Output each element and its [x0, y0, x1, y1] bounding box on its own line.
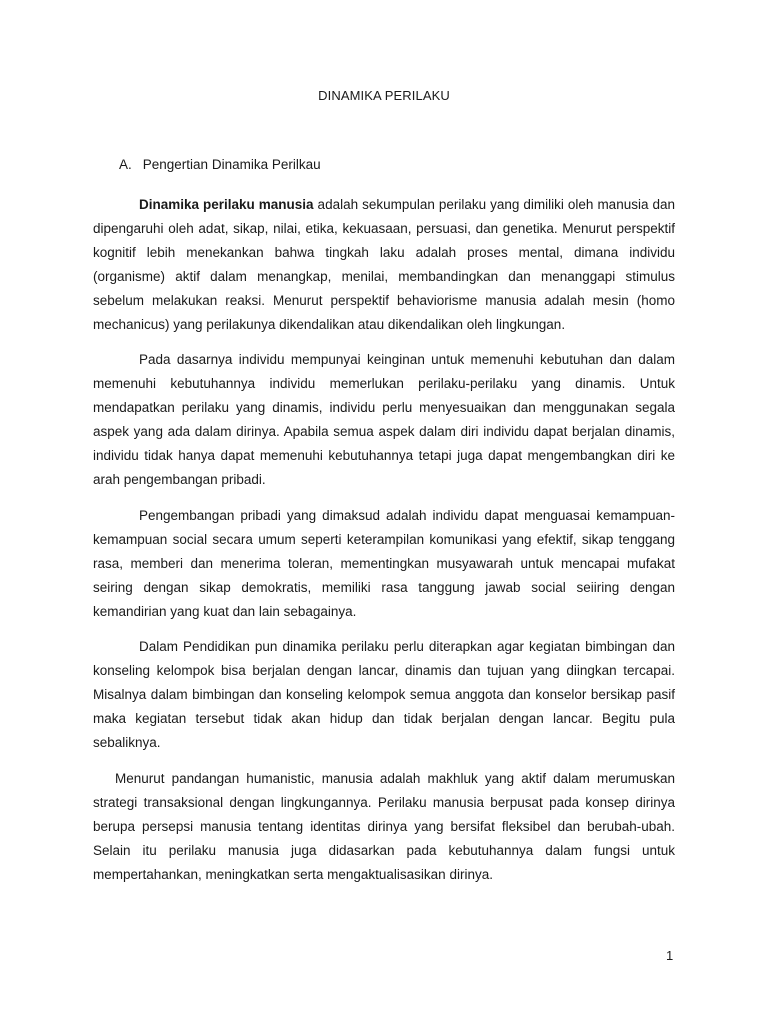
- paragraph-1: [93, 193, 675, 337]
- section-heading: [119, 157, 321, 172]
- paragraph-4: Dalam Pendidikan pun dinamika perilaku perlu diterapkan agar kegiatan bimbingan dan konseling kelompok bisa berjalan dengan lancar, dinamis dan tujuan yang diingkan tercapai. Misalnya dalam bimbingan dan konseling kelompok semua anggota dan konselor bersikap pasif maka kegiatan tersebut tidak akan hidup dan tidak berjalan dengan lancar. Begitu pula sebaliknya.: [93, 639, 675, 750]
- section-heading-text: Pengertian Dinamika Perilkau: [142, 157, 321, 172]
- section-number: A.: [119, 157, 132, 172]
- paragraph-1-text: adalah sekumpulan perilaku yang dimiliki oleh manusia dan dipengaruhi oleh adat, sikap, nilai, etika, kekuasaan, persuasi, dan genetika. Menurut perspektif kognitif lebih menekankan bahwa tingkah laku adalah proses mental, dimana individu (organisme) aktif dalam menangkap, menilai, membandingkan dan menanggapi stimulus sebelum melakukan reaksi. Menurut perspektif behaviorisme manusia adalah mesin (homo mechanicus) yang perilakunya dikendalikan atau dikendalikan oleh lingkungan.: [93, 197, 675, 332]
- paragraph-3: Pengembangan pribadi yang dimaksud adalah individu dapat menguasai kemampuan-kemampuan social secara umum seperti keterampilan komunikasi yang efektif, sikap tenggang rasa, memberi dan menerima toleran, mementingkan musyawarah untuk mencapai mufakat seiring dengan sikap demokratis, memiliki rasa tanggung jawab social seiiring dengan kemandirian yang kuat dan lain sebagainya.: [93, 508, 675, 619]
- page-number: 1: [666, 948, 674, 963]
- document-title: DINAMIKA PERILAKU: [318, 88, 450, 103]
- paragraph-5: Menurut pandangan humanistic, manusia adalah makhluk yang aktif dalam merumuskan strategi transaksional dengan lingkungannya. Perilaku manusia berpusat pada konsep dirinya berupa persepsi manusia tentang identitas dirinya yang bersifat fleksibel dan berubah-ubah. Selain itu perilaku manusia juga didasarkan pada kebutuhannya dalam fungsi untuk mempertahankan, meningkatkan serta mengaktualisasikan dirinya.: [93, 771, 675, 882]
- paragraph-2: Pada dasarnya individu mempunyai keinginan untuk memenuhi kebutuhan dan dalam memenuhi kebutuhannya individu memerlukan perilaku-perilaku yang dinamis. Untuk mendapatkan perilaku yang dinamis, individu perlu menyesuaikan dan menggunakan segala aspek yang ada dalam dirinya. Apabila semua aspek dalam diri individu dapat berjalan dinamis, individu tidak hanya dapat memenuhi kebutuhannya tetapi juga dapat mengembangkan diri ke arah pengembangan pribadi.: [93, 352, 675, 487]
- paragraph-1-bold-term: Dinamika perilaku manusia: [139, 197, 314, 212]
